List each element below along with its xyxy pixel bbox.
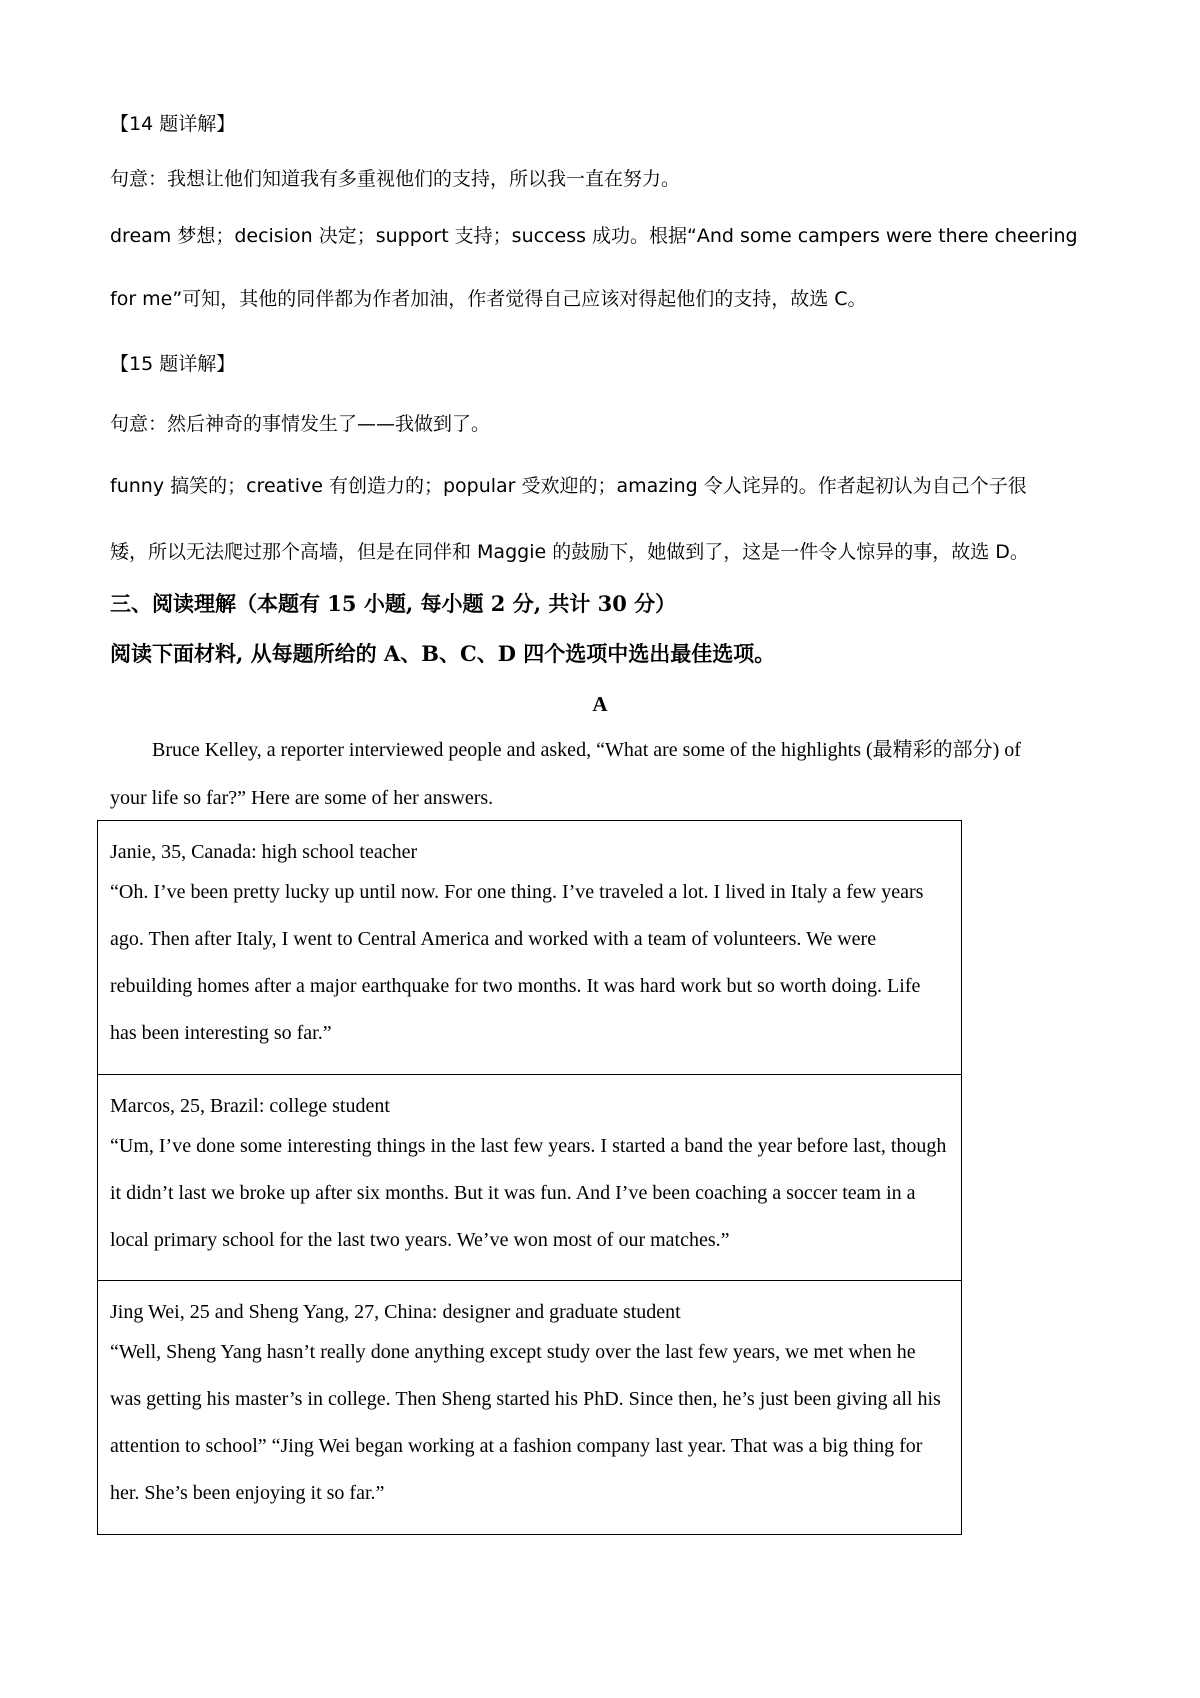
answer-cell [98,821,962,1075]
answers-table [97,820,962,1535]
answer-cell [98,1075,962,1281]
q15-options: funny 搞笑的；creative 有创造力的；popular 受欢迎的；amazing 令人诧异的。作者起初认为自己个子很 [110,475,1027,497]
section-title: 三、阅读理解（本题有 15 小题, 每小题 2 分, 共计 30 分） [110,591,677,616]
answer-quote: “Oh. I’ve been pretty lucky up until now. For one thing. I’ve traveled a lot. I lived in Italy a few years ago. Then after Italy, I went to Central America and worked with a team of volunteers. We were rebuilding homes after a major earthquake for two months. It was hard work but so worth doing. Life has been interesting so far.” [110,881,924,1044]
answer-person: Jing Wei, 25 and Sheng Yang, 27, China: designer and graduate student [110,1301,681,1323]
answer-cell [98,1281,962,1535]
answer-quote: “Well, Sheng Yang hasn’t really done anything except study over the last few years, we met when he was getting his master’s in college. Then Sheng started his PhD. Since then, he’s just been giving all his attention to school” “Jing Wei began working at a fashion company last year. That was a big thing for her. She’s been enjoying it so far.” [110,1341,941,1504]
answer-row [98,1075,962,1281]
answer-person: Marcos, 25, Brazil: college student [110,1095,390,1117]
q14-explanation: for me”可知，其他的同伴都为作者加油，作者觉得自己应该对得起他们的支持，故选 C。 [110,288,867,310]
section-instruction: 阅读下面材料, 从每题所给的 A、B、C、D 四个选项中选出最佳选项。 [110,641,776,666]
passage-label: A [592,692,608,716]
answer-quote: “Um, I’ve done some interesting things in the last few years. I started a band the year before last, though it didn’t last we broke up after six months. But it was fun. And I’ve been coaching a soccer team in a local primary school for the last two years. We’ve won most of our matches.” [110,1135,947,1251]
answer-row [98,1281,962,1535]
q15-explanation: 矮，所以无法爬过那个高墙，但是在同伴和 Maggie 的鼓励下，她做到了，这是一件令人惊异的事，故选 D。 [110,541,1029,563]
q15-meaning: 句意：然后神奇的事情发生了——我做到了。 [110,413,491,435]
q14-meaning: 句意：我想让他们知道我有多重视他们的支持，所以我一直在努力。 [110,168,681,190]
passage-intro-line1: Bruce Kelley, a reporter interviewed people and asked, “What are some of the highlights (最精彩的部分) of [152,739,1021,761]
passage-intro-line2: your life so far?” Here are some of her answers. [110,787,494,809]
answer-row [98,821,962,1075]
answer-person: Janie, 35, Canada: high school teacher [110,841,418,863]
q14-options: dream 梦想；decision 决定；support 支持；success 成功。根据“And some campers were there cheering [110,225,1078,247]
q14-heading: 【14 题详解】 [110,113,236,135]
q15-heading: 【15 题详解】 [110,353,236,375]
